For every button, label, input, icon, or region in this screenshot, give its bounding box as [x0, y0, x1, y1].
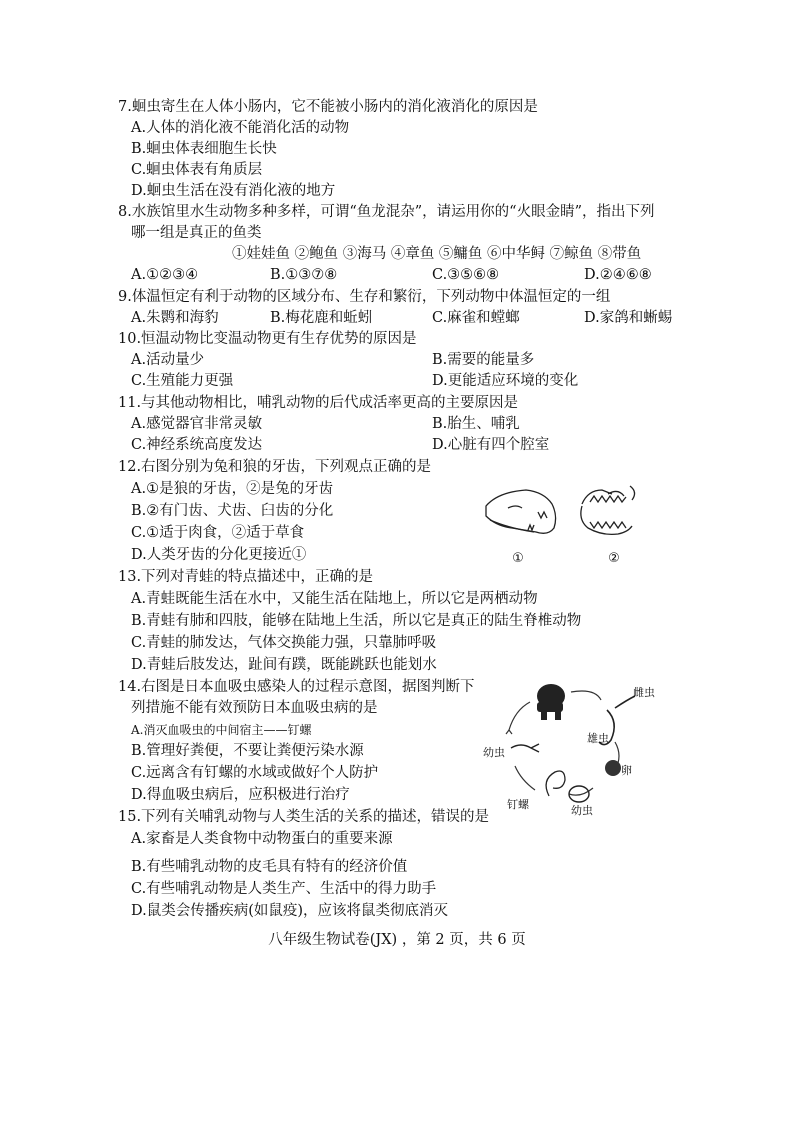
- snail-drawing: [546, 771, 565, 796]
- q15-stem: 15.下列有关哺乳动物与人类生活的关系的描述，错误的是: [118, 809, 490, 825]
- label-egg: 卵: [621, 764, 632, 777]
- q7-option-d: D.蛔虫生活在没有消化液的地方: [131, 183, 336, 199]
- label-male-worm: 雄虫: [587, 732, 609, 745]
- q15-option-d: D.鼠类会传播疾病(如鼠疫)，应该将鼠类彻底消灭: [131, 903, 449, 919]
- q14-option-b: B.管理好粪便，不要让粪便污染水源: [131, 743, 364, 759]
- schistosome-cycle-figure: [475, 670, 675, 820]
- q12-option-b: B.②有门齿、犬齿、臼齿的分化: [131, 503, 334, 519]
- q9-option-d: D.家鸽和蜥蜴: [584, 310, 673, 326]
- label-larva-bottom: 幼虫: [571, 804, 593, 817]
- q10-option-b: B.需要的能量多: [432, 352, 535, 368]
- egg-drawing: [605, 760, 621, 776]
- q12-option-c: C.①适于肉食，②适于草食: [131, 525, 305, 541]
- q11-option-c: C.神经系统高度发达: [131, 437, 263, 453]
- q9-option-c: C.麻雀和螳螂: [432, 310, 520, 326]
- skull-2-label: ②: [608, 551, 620, 566]
- q15-option-b: B.有些哺乳动物的皮毛具有特有的经济价值: [131, 859, 408, 875]
- q11-option-a: A.感觉器官非常灵敏: [131, 416, 263, 432]
- label-female-worm: 雌虫: [633, 686, 655, 699]
- q8-items: ①娃娃鱼 ②鲍鱼 ③海马 ④章鱼 ⑤鳙鱼 ⑥中华鲟 ⑦鲸鱼 ⑧带鱼: [232, 246, 642, 262]
- skull-1-drawing: [486, 490, 556, 533]
- q13-option-c: C.青蛙的肺发达，气体交换能力强，只靠肺呼吸: [131, 635, 437, 651]
- q12-stem: 12.右图分别为兔和狼的牙齿，下列观点正确的是: [118, 459, 432, 475]
- q8-option-c: C.③⑤⑥⑧: [432, 267, 500, 283]
- skull-1-label: ①: [512, 551, 524, 566]
- q10-stem: 10.恒温动物比变温动物更有生存优势的原因是: [118, 331, 417, 347]
- q9-stem: 9.体温恒定有利于动物的区域分布、生存和繁衍，下列动物中体温恒定的一组: [118, 289, 611, 305]
- page-footer: 八年级生物试卷(JX) ，第 2 页，共 6 页: [268, 932, 526, 948]
- q10-option-d: D.更能适应环境的变化: [432, 373, 579, 389]
- q14-option-c: C.远离含有钉螺的水域或做好个人防护: [131, 765, 379, 781]
- q8-stem-line1: 8.水族馆里水生动物多种多样，可谓“鱼龙混杂”，请运用你的“火眼金睛”，指出下列: [118, 204, 655, 220]
- label-larva-left: 幼虫: [483, 746, 505, 759]
- skull-2-drawing: [581, 486, 635, 534]
- human-figure-drawing: [537, 684, 565, 720]
- q13-stem: 13.下列对青蛙的特点描述中，正确的是: [118, 569, 374, 585]
- q12-option-a: A.①是狼的牙齿，②是兔的牙齿: [131, 481, 334, 497]
- q8-option-b: B.①③⑦⑧: [270, 267, 338, 283]
- q15-option-a: A.家畜是人类食物中动物蛋白的重要来源: [131, 831, 393, 847]
- q10-option-a: A.活动量少: [131, 352, 205, 368]
- q7-option-c: C.蛔虫体表有角质层: [131, 162, 263, 178]
- teeth-figure: [478, 478, 668, 570]
- q10-option-c: C.生殖能力更强: [131, 373, 234, 389]
- cercaria-drawing: [511, 744, 539, 752]
- q11-option-d: D.心脏有四个腔室: [432, 437, 550, 453]
- q13-option-b: B.青蛙有肺和四肢，能够在陆地上生活，所以它是真正的陆生脊椎动物: [131, 613, 582, 629]
- q15-option-c: C.有些哺乳动物是人类生产、生活中的得力助手: [131, 881, 437, 897]
- q14-stem-line1: 14.右图是日本血吸虫感染人的过程示意图，据图判断下: [118, 679, 475, 695]
- q14-option-d: D.得血吸虫病后，应积极进行治疗: [131, 787, 350, 803]
- q11-stem: 11.与其他动物相比，哺乳动物的后代成活率更高的主要原因是: [118, 395, 519, 411]
- q8-option-a: A.①②③④: [131, 267, 199, 283]
- larva-drawing: [569, 786, 589, 802]
- q7-option-a: A.人体的消化液不能消化活的动物: [131, 120, 350, 136]
- q8-stem-line2: 哪一组是真正的鱼类: [131, 225, 262, 241]
- q8-option-d: D.②④⑥⑧: [584, 267, 652, 283]
- q13-option-a: A.青蛙既能生活在水中，又能生活在陆地上，所以它是两栖动物: [131, 591, 538, 607]
- q9-option-b: B.梅花鹿和蚯蚓: [270, 310, 373, 326]
- label-snail: 钉螺: [507, 798, 529, 811]
- q13-option-d: D.青蛙后肢发达，趾间有蹼，既能跳跃也能划水: [131, 657, 437, 673]
- q12-option-d: D.人类牙齿的分化更接近①: [131, 547, 307, 563]
- q14-stem-line2: 列措施不能有效预防日本血吸虫病的是: [131, 700, 378, 716]
- q9-option-a: A.朱鹮和海豹: [131, 310, 219, 326]
- q11-option-b: B.胎生、哺乳: [432, 416, 520, 432]
- q7-option-b: B.蛔虫体表细胞生长快: [131, 141, 277, 157]
- q7-stem: 7.蛔虫寄生在人体小肠内，它不能被小肠内的消化液消化的原因是: [118, 99, 538, 115]
- q14-option-a: A.消灭血吸虫的中间宿主——钉螺: [131, 723, 312, 737]
